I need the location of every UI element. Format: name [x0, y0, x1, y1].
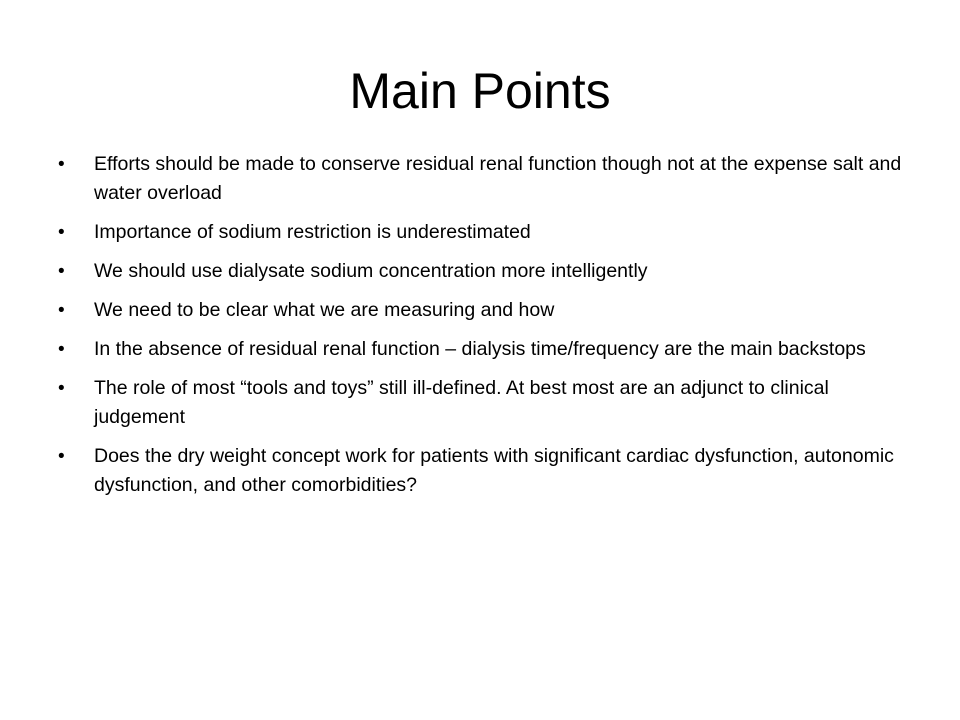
bullet-marker: •	[58, 378, 65, 399]
bullet-marker: •	[58, 261, 65, 282]
bullet-text: We should use dialysate sodium concentration more intelligently	[94, 260, 648, 282]
slide-title: Main Points	[349, 63, 611, 119]
bullet-item	[48, 218, 908, 247]
bullet-text: The role of most “tools and toys” still ill-defined. At best most are an adjunct to clinical judgement	[94, 377, 829, 428]
bullet-text: Efforts should be made to conserve residual renal function though not at the expense salt and water overload	[94, 153, 902, 204]
bullet-list	[48, 150, 908, 510]
bullet-marker: •	[58, 300, 65, 321]
bullet-text: Does the dry weight concept work for patients with significant cardiac dysfunction, autonomic dysfunction, and other comorbidities?	[94, 445, 894, 496]
bullet-item	[48, 296, 908, 325]
bullet-text: In the absence of residual renal function – dialysis time/frequency are the main backstops	[94, 338, 866, 360]
bullet-item	[48, 257, 908, 286]
bullet-text: We need to be clear what we are measuring and how	[94, 299, 555, 321]
bullet-marker: •	[58, 339, 65, 360]
bullet-item	[48, 442, 908, 500]
bullet-marker: •	[58, 154, 65, 175]
bullet-item	[48, 150, 908, 208]
bullet-item	[48, 335, 908, 364]
bullet-text: Importance of sodium restriction is underestimated	[94, 221, 531, 243]
bullet-marker: •	[58, 222, 65, 243]
bullet-item	[48, 374, 908, 432]
bullet-marker: •	[58, 446, 65, 467]
